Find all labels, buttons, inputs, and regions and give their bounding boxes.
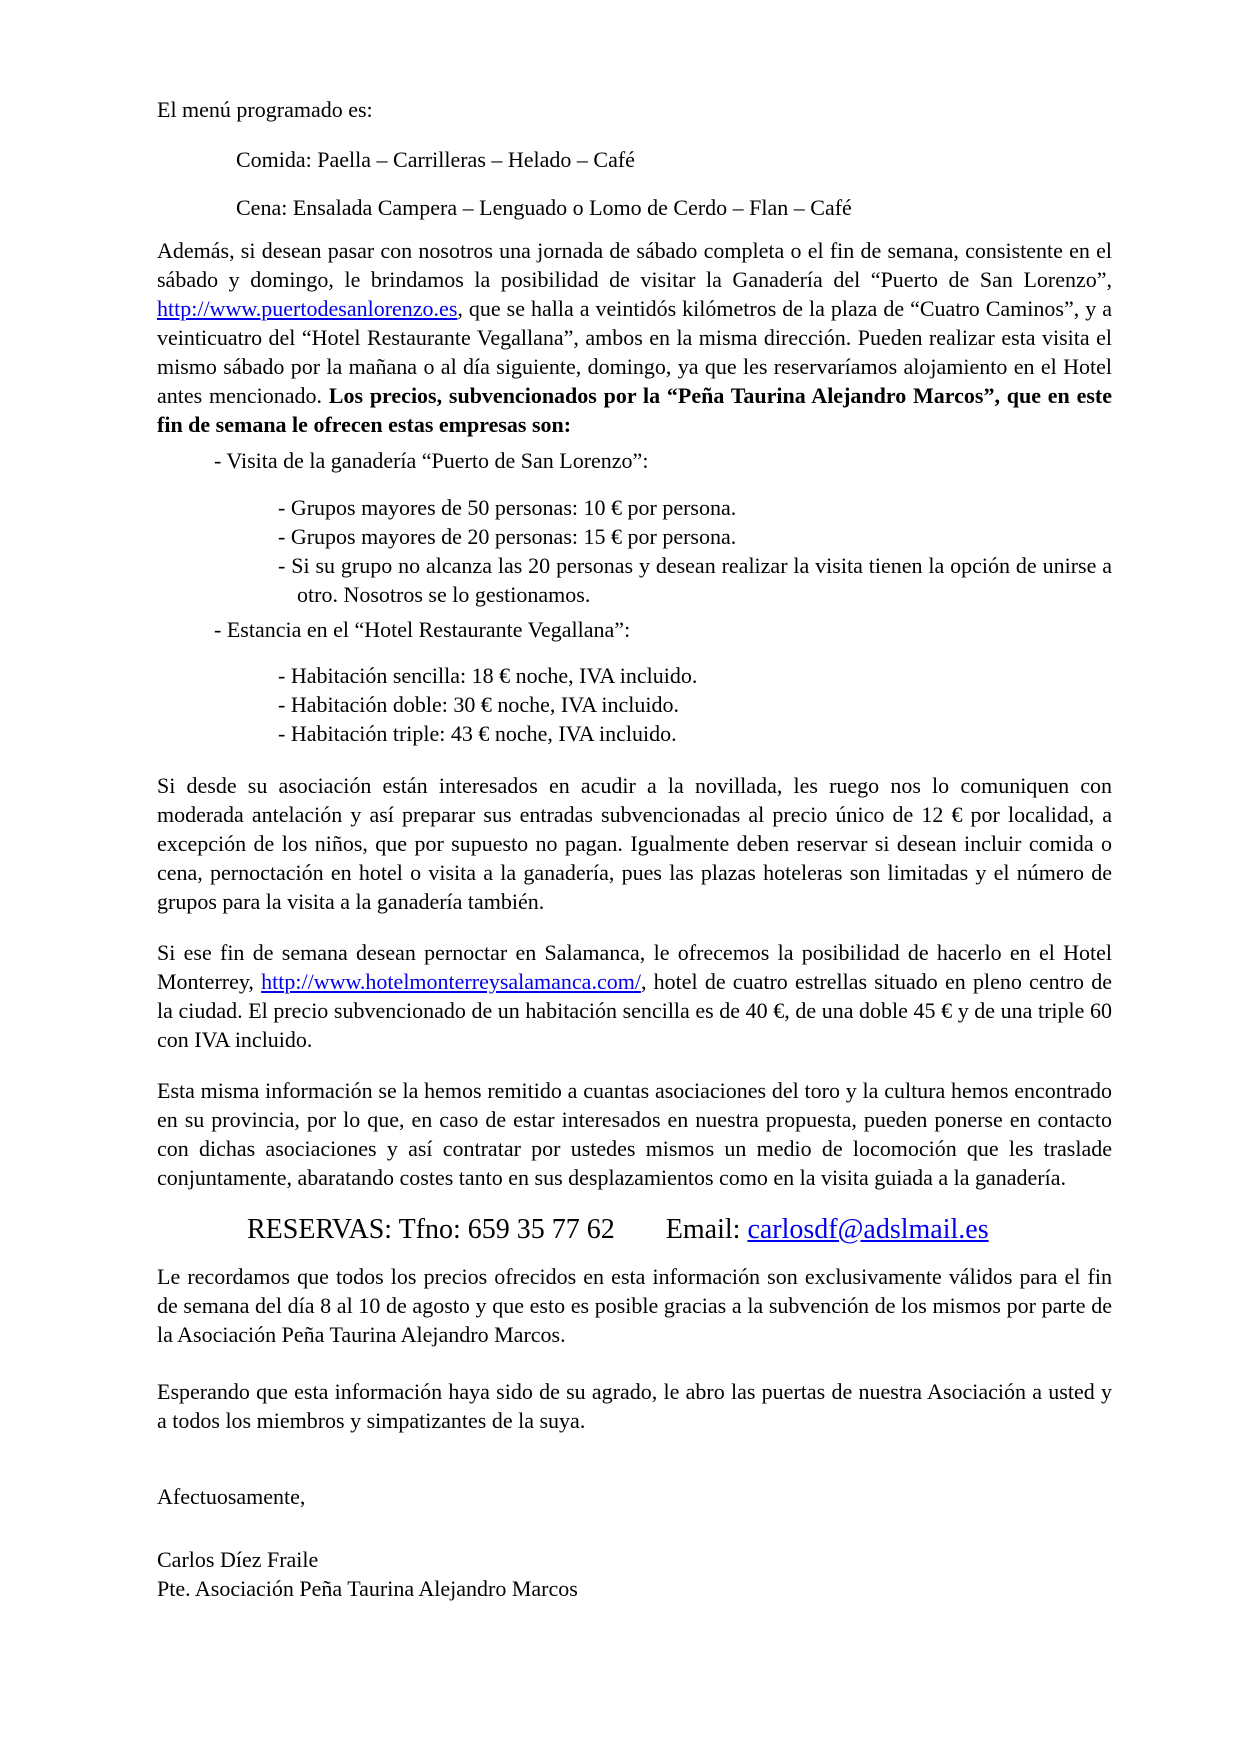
weekend-text-before-link: Además, si desean pasar con nosotros una jornada de sábado completa o el fin de semana, consistente en el sábado y domingo, le brindamos la posibilidad de visitar la Ganadería del “Puerto de San Lorenzo”, — [157, 238, 1112, 292]
salamanca-text-after-link: , hotel de cuatro estrellas situado en pleno centro de la ciudad. El precio subvencionado de un habitación sencilla es de 40 €, de una doble 45 € y de una triple 60 con IVA incluido. — [157, 969, 1112, 1052]
email-label: Email: — [665, 1214, 748, 1245]
ganaderia-visit-options-list — [278, 493, 1112, 609]
reservas-phone-text: RESERVAS: Tfno: 659 35 77 62 — [247, 1214, 615, 1245]
hotel-stay-heading: - Estancia en el “Hotel Restaurante Vegallana”: — [214, 617, 631, 642]
validity-paragraph: Le recordamos que todos los precios ofrecidos en esta información son exclusivamente válidos para el fin de semana del día 8 al 10 de agosto y que esto es posible gracias a la subvención de los mismos por parte de la Asociación Peña Taurina Alejandro Marcos. — [157, 1264, 1112, 1347]
reservas-email-part — [666, 1214, 989, 1245]
signature-title: Pte. Asociación Peña Taurina Alejandro Marcos — [157, 1576, 578, 1601]
list-item: - Grupos mayores de 20 personas: 15 € por persona. — [278, 524, 737, 549]
salamanca-text-before-link: Si ese fin de semana desean pernoctar en Salamanca, le ofrecemos la posibilidad de hacerlo en el Hotel Monterrey, — [157, 940, 1112, 994]
salamanca-paragraph — [157, 938, 1112, 1054]
list-item: - Habitación triple: 43 € noche, IVA incluido. — [278, 721, 677, 746]
menu-item-comida: Comida: Paella – Carrilleras – Helado – Café — [236, 147, 635, 172]
closing-salutation: Afectuosamente, — [157, 1484, 306, 1509]
weekend-bold-prices-text: Los precios, subvencionados por la “Peña Taurina Alejandro Marcos”, que en este fin de semana le ofrecen estas empresas son: — [157, 383, 1112, 437]
hotel-monterrey-link[interactable]: http://www.hotelmonterreysalamanca.com/ — [261, 969, 641, 994]
ganaderia-visit-heading: - Visita de la ganadería “Puerto de San Lorenzo”: — [214, 448, 649, 473]
signature-name: Carlos Díez Fraile — [157, 1547, 319, 1572]
associations-paragraph: Esta misma información se la hemos remitido a cuantas asociaciones del toro y la cultura hemos encontrado en su provincia, por lo que, en caso de estar interesados en nuestra propuesta, pueden ponerse en contacto con dichas asociaciones y así contratar por ustedes mismos un medio de locomoción que les traslade conjuntamente, abaratando costes tanto en sus desplazamientos como en la visita guiada a la ganadería. — [157, 1078, 1112, 1190]
list-item: - Si su grupo no alcanza las 20 personas y desean realizar la visita tienen la opción de unirse a otro. Nosotros se lo gestionamos. — [278, 553, 1112, 607]
menu-item-cena: Cena: Ensalada Campera – Lenguado o Lomo de Cerdo – Flan – Café — [236, 195, 852, 220]
weekend-text-after-link: , que se halla a veintidós kilómetros de la plaza de “Cuatro Caminos”, y a veinticuatro del “Hotel Restaurante Vegallana”, ambos en la misma dirección. Pueden realizar esta visita el mismo sábado por la mañana o al día siguiente, domingo, ya que les reservaríamos alojamiento en el Hotel antes mencionado. — [157, 296, 1112, 408]
list-item: - Grupos mayores de 50 personas: 10 € por persona. — [278, 495, 737, 520]
novillada-paragraph: Si desde su asociación están interesados en acudir a la novillada, les ruego nos lo comuniquen con moderada antelación y así preparar sus entradas subvencionadas al precio único de 12 € por localidad, a excepción de los niños, que por supuesto no pagan. Igualmente deben reservar si desean incluir comida o cena, pernoctación en hotel o visita a la ganadería, pues las plazas hoteleras son limitadas y el número de grupos para la visita a la ganadería también. — [157, 773, 1112, 914]
puerto-de-san-lorenzo-link[interactable]: http://www.puertodesanlorenzo.es — [157, 296, 458, 321]
menu-heading: El menú programado es: — [157, 97, 373, 122]
reservas-line — [247, 1210, 1112, 1250]
list-item: - Habitación sencilla: 18 € noche, IVA incluido. — [278, 663, 698, 688]
farewell-paragraph: Esperando que esta información haya sido de su agrado, le abro las puertas de nuestra Asociación a usted y a todos los miembros y simpatizantes de la suya. — [157, 1379, 1112, 1433]
list-item: - Habitación doble: 30 € noche, IVA incluido. — [278, 692, 680, 717]
email-link[interactable]: carlosdf@adslmail.es — [747, 1214, 989, 1245]
hotel-room-rates-list — [278, 661, 1112, 748]
weekend-paragraph — [157, 236, 1112, 439]
